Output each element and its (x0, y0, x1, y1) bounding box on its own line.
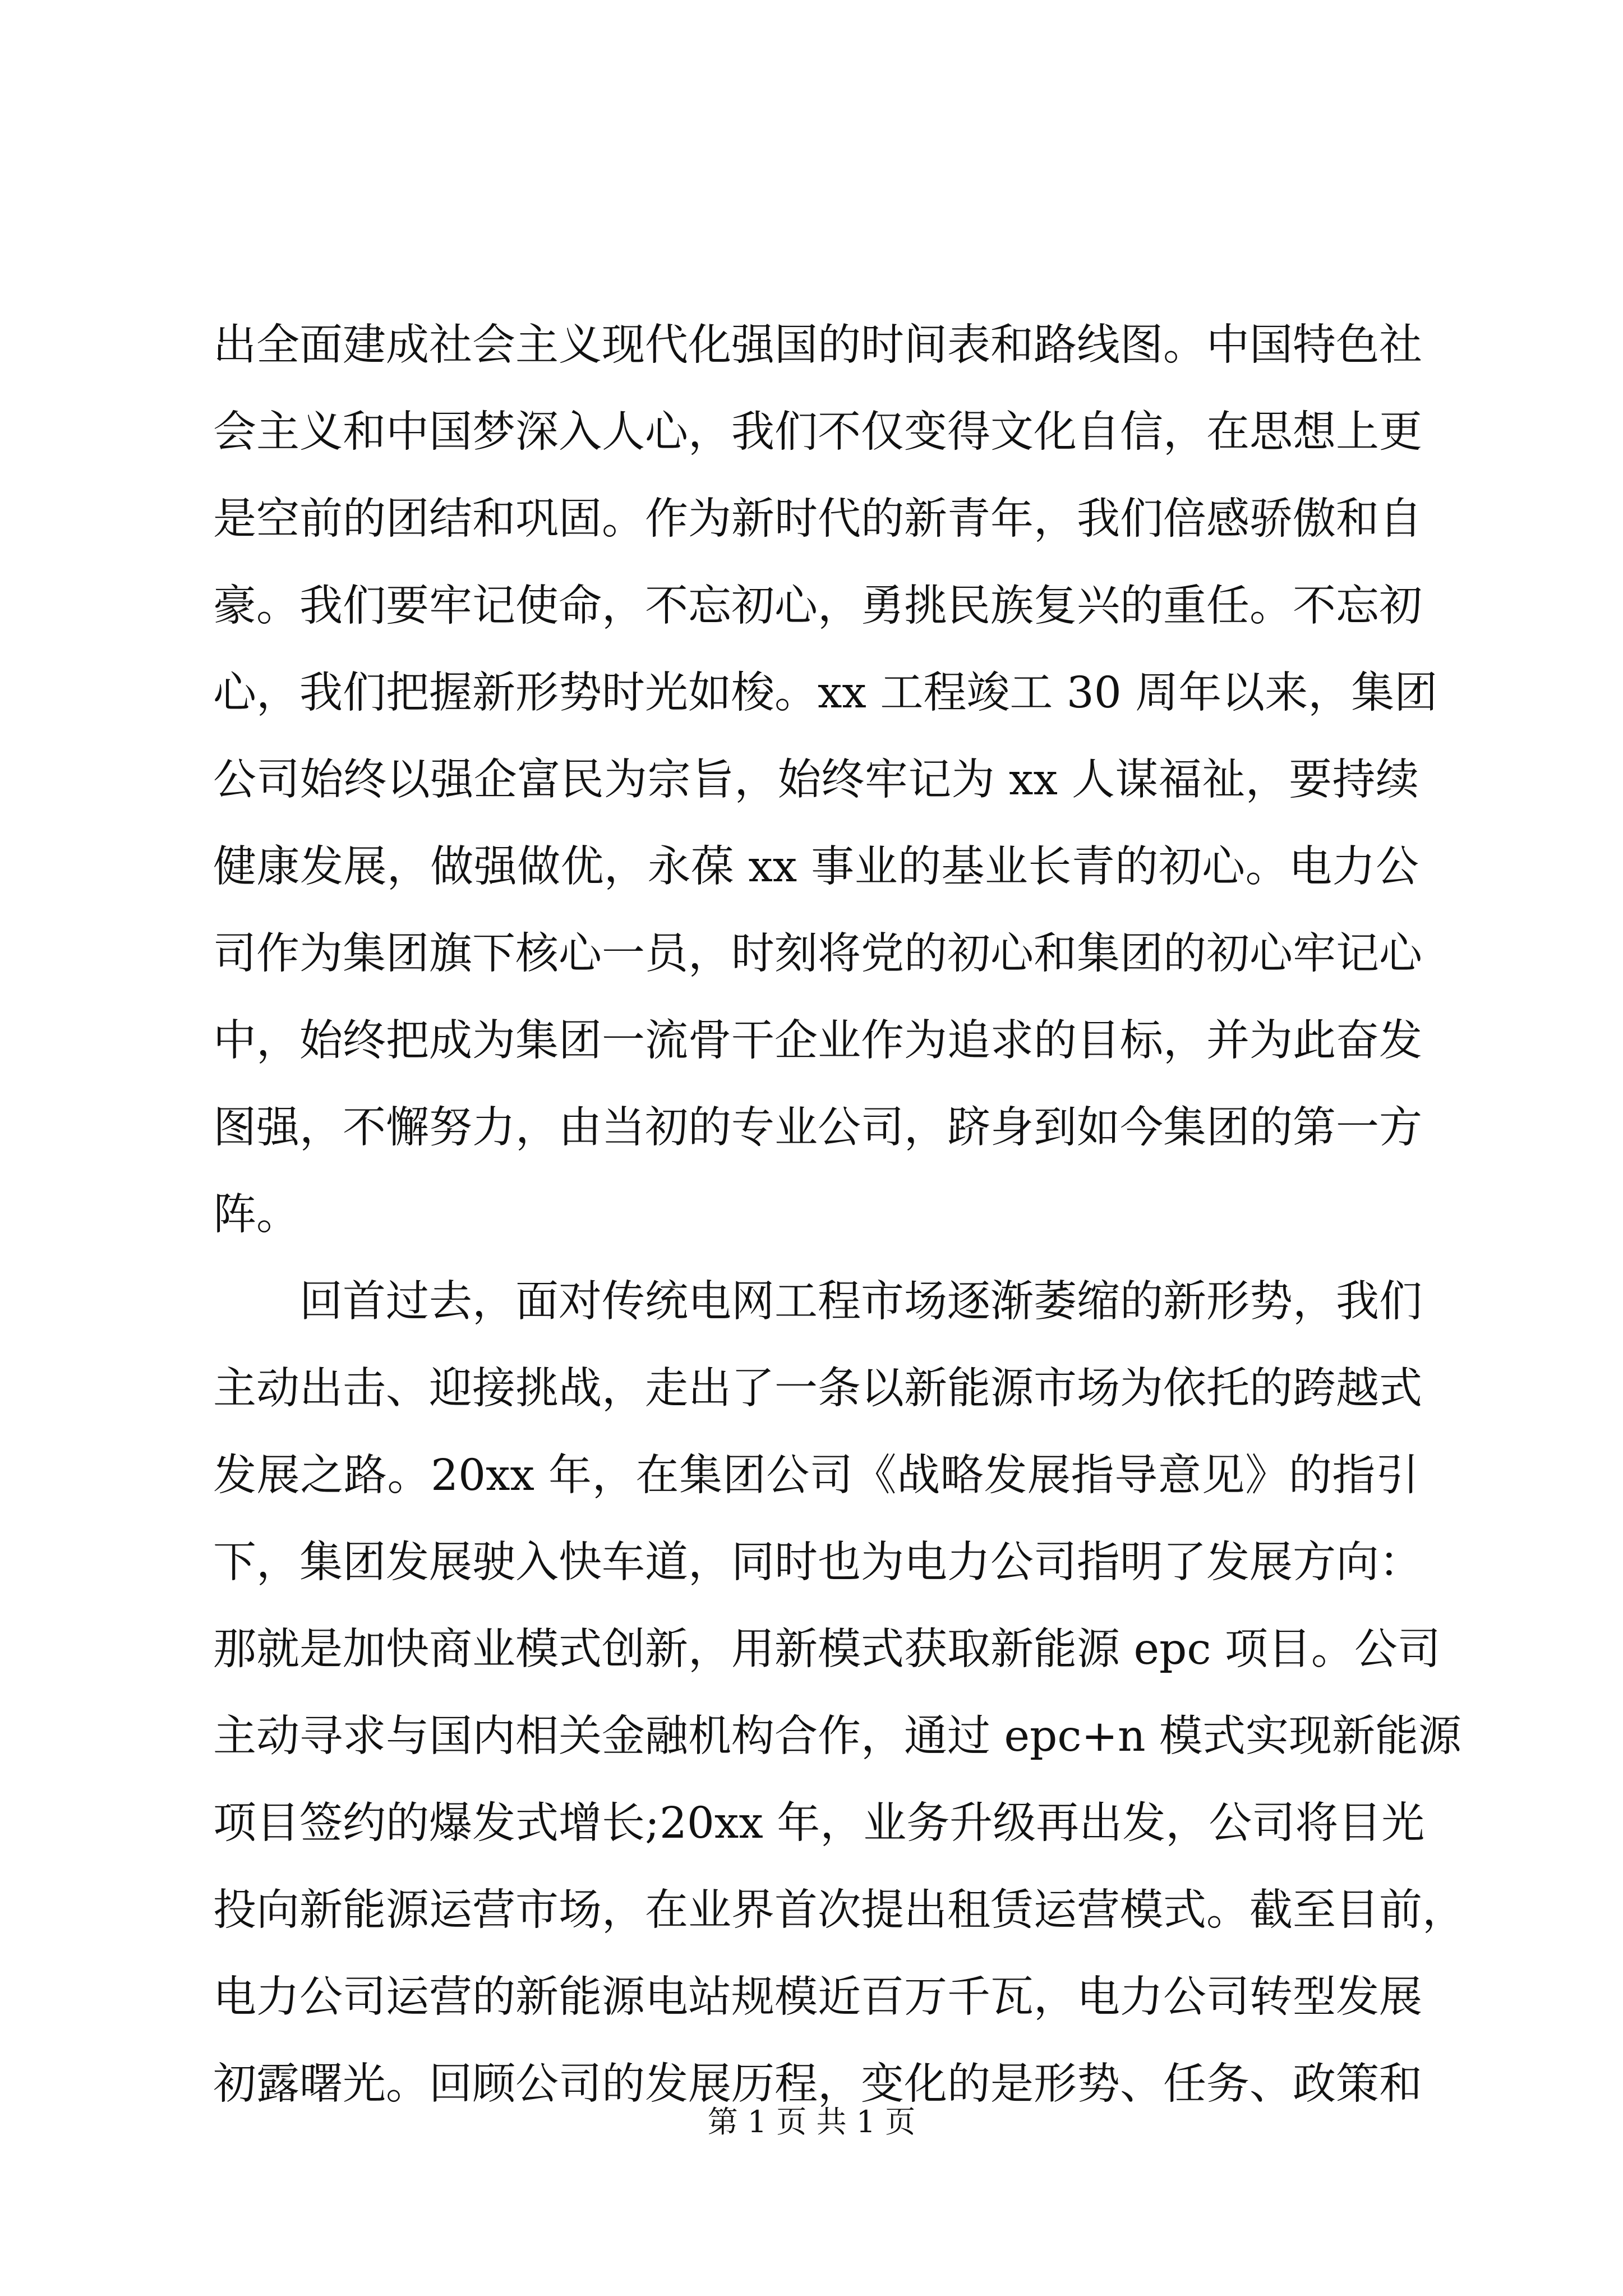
text-line: 中，始终把成为集团一流骨干企业作为追求的目标，并为此奋发 (213, 1016, 1422, 1066)
text-line: 发展之路。20xx 年，在集团公司《战略发展指导意见》的指引 (213, 1451, 1419, 1501)
text-line: 主动寻求与国内相关金融机构合作，通过 epc+n 模式实现新能源 (213, 1711, 1462, 1761)
paragraph-1 (213, 302, 1438, 1258)
text-line: 下，集团发展驶入快车道，同时也为电力公司指明了发展方向： (213, 1538, 1422, 1588)
text-line: 电力公司运营的新能源电站规模近百万千瓦，电力公司转型发展 (213, 1972, 1422, 2022)
text-line: 投向新能源运营市场，在业界首次提出租赁运营模式。截至目前， (213, 1885, 1465, 1935)
text-line: 回首过去，面对传统电网工程市场逐渐萎缩的新形势，我们 (299, 1277, 1422, 1327)
text-line: 豪。我们要牢记使命，不忘初心，勇挑民族复兴的重任。不忘初 (213, 581, 1422, 631)
text-line: 出全面建成社会主义现代化强国的时间表和路线图。中国特色社 (213, 320, 1422, 370)
text-line: 司作为集团旗下核心一员，时刻将党的初心和集团的初心牢记心 (213, 929, 1422, 979)
document-body (213, 302, 1465, 2128)
text-line: 初露曙光。回顾公司的发展历程，变化的是形势、任务、政策和 (213, 2059, 1422, 2109)
text-line: 公司始终以强企富民为宗旨，始终牢记为 xx 人谋福祉，要持续 (213, 755, 1419, 805)
text-line: 项目签约的爆发式增长;20xx 年，业务升级再出发，公司将目光 (213, 1798, 1425, 1848)
text-line: 会主义和中国梦深入人心，我们不仅变得文化自信，在思想上更 (213, 407, 1422, 457)
text-line: 图强，不懈努力，由当初的专业公司，跻身到如今集团的第一方 (213, 1103, 1422, 1153)
text-line: 阵。 (213, 1190, 299, 1240)
text-line: 健康发展，做强做优，永葆 xx 事业的基业长青的初心。电力公 (213, 842, 1419, 892)
paragraph-2 (213, 1258, 1465, 2128)
page-footer: 第 1 页 共 1 页 (707, 2104, 916, 2139)
text-line: 那就是加快商业模式创新，用新模式获取新能源 epc 项目。公司 (213, 1625, 1441, 1674)
text-line: 心，我们把握新形势时光如梭。xx 工程竣工 30 周年以来，集团 (213, 668, 1438, 718)
text-line: 是空前的团结和巩固。作为新时代的新青年，我们倍感骄傲和自 (213, 494, 1422, 544)
text-line: 主动出击、迎接挑战，走出了一条以新能源市场为依托的跨越式 (213, 1364, 1422, 1414)
